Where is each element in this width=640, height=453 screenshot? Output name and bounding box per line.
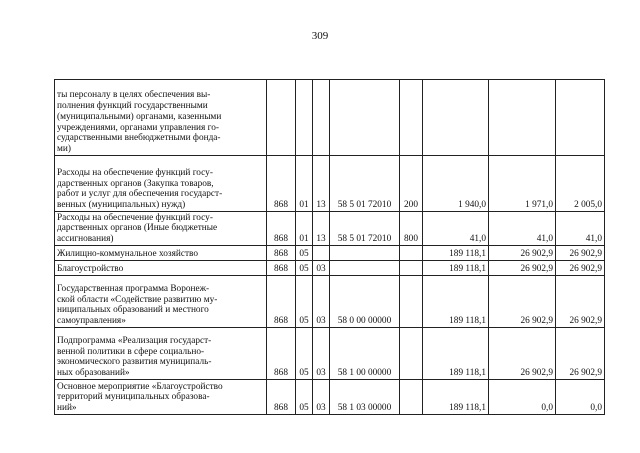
cell-vr <box>400 380 423 415</box>
cell-name: Государственная программа Воронеж- ской области «Содействие развитию му- ниципальных образований и местного самоуправления» <box>55 276 267 328</box>
cell-vr <box>400 80 423 156</box>
cell-rz <box>296 80 313 156</box>
cell-rz: 01 <box>296 212 313 246</box>
cell-csr: 58 1 03 00000 <box>330 380 400 415</box>
cell-gr: 868 <box>267 156 296 212</box>
cell-year-2: 26 902,9 <box>489 276 556 328</box>
cell-name: Подпрограмма «Реализация государст- венной политики в сфере социально- экономического развития муниципаль- ных образований» <box>55 328 267 380</box>
cell-year-2 <box>489 80 556 156</box>
cell-year-3: 26 902,9 <box>556 276 605 328</box>
cell-year-2: 0,0 <box>489 380 556 415</box>
table-row <box>55 276 605 328</box>
cell-year-1: 189 118,1 <box>423 328 489 380</box>
cell-csr: 58 0 00 00000 <box>330 276 400 328</box>
cell-gr: 868 <box>267 261 296 276</box>
cell-name: Расходы на обеспечение функций госу- дарственных органов (Иные бюджетные ассигнования) <box>55 212 267 246</box>
table-body <box>55 80 605 415</box>
cell-pr <box>313 246 330 261</box>
cell-vr <box>400 261 423 276</box>
table-row <box>55 380 605 415</box>
cell-vr <box>400 246 423 261</box>
cell-gr: 868 <box>267 212 296 246</box>
cell-year-3: 26 902,9 <box>556 328 605 380</box>
table-row <box>55 156 605 212</box>
cell-year-2: 26 902,9 <box>489 246 556 261</box>
cell-pr: 03 <box>313 276 330 328</box>
budget-table <box>54 79 605 415</box>
cell-year-1: 1 940,0 <box>423 156 489 212</box>
cell-pr: 03 <box>313 380 330 415</box>
cell-pr: 13 <box>313 156 330 212</box>
cell-vr: 800 <box>400 212 423 246</box>
cell-pr: 13 <box>313 212 330 246</box>
cell-rz: 05 <box>296 276 313 328</box>
cell-year-2: 41,0 <box>489 212 556 246</box>
cell-name: Жилищно-коммунальное хозяйство <box>55 246 267 261</box>
cell-vr: 200 <box>400 156 423 212</box>
cell-gr: 868 <box>267 328 296 380</box>
cell-year-2: 1 971,0 <box>489 156 556 212</box>
table-row <box>55 328 605 380</box>
cell-year-1: 189 118,1 <box>423 380 489 415</box>
cell-year-3: 26 902,9 <box>556 261 605 276</box>
cell-pr: 03 <box>313 328 330 380</box>
cell-pr <box>313 80 330 156</box>
cell-gr: 868 <box>267 276 296 328</box>
cell-rz: 05 <box>296 261 313 276</box>
cell-year-1: 189 118,1 <box>423 261 489 276</box>
cell-name: Благоустройство <box>55 261 267 276</box>
cell-year-1: 189 118,1 <box>423 246 489 261</box>
cell-vr <box>400 276 423 328</box>
cell-year-3 <box>556 80 605 156</box>
cell-year-3: 41,0 <box>556 212 605 246</box>
cell-gr: 868 <box>267 380 296 415</box>
cell-year-2: 26 902,9 <box>489 261 556 276</box>
page-number: 309 <box>311 30 329 42</box>
cell-year-1: 41,0 <box>423 212 489 246</box>
cell-rz: 05 <box>296 328 313 380</box>
cell-pr: 03 <box>313 261 330 276</box>
cell-name: Основное мероприятие «Благоустройство территорий муниципальных образова- ний» <box>55 380 267 415</box>
table-row <box>55 212 605 246</box>
table-row <box>55 261 605 276</box>
table-row <box>55 246 605 261</box>
cell-vr <box>400 328 423 380</box>
cell-csr: 58 5 01 72010 <box>330 156 400 212</box>
cell-csr: 58 1 00 00000 <box>330 328 400 380</box>
cell-gr: 868 <box>267 246 296 261</box>
table-row <box>55 80 605 156</box>
cell-csr <box>330 80 400 156</box>
cell-name: ты персоналу в целях обеспечения вы- полнения функций государственными (муниципальными) органами, казенными учреждениями, органами управления го- сударственными внебюджетными фонда- ми) <box>55 80 267 156</box>
cell-year-1 <box>423 80 489 156</box>
cell-year-3: 0,0 <box>556 380 605 415</box>
cell-rz: 05 <box>296 246 313 261</box>
cell-csr <box>330 261 400 276</box>
cell-csr <box>330 246 400 261</box>
cell-gr <box>267 80 296 156</box>
cell-rz: 01 <box>296 156 313 212</box>
cell-year-3: 2 005,0 <box>556 156 605 212</box>
cell-csr: 58 5 01 72010 <box>330 212 400 246</box>
cell-year-1: 189 118,1 <box>423 276 489 328</box>
cell-year-2: 26 902,9 <box>489 328 556 380</box>
cell-year-3: 26 902,9 <box>556 246 605 261</box>
cell-name: Расходы на обеспечение функций госу- дарственных органов (Закупка товаров, работ и услуг для обеспечения государст- венных (муниципальных) нужд) <box>55 156 267 212</box>
cell-rz: 05 <box>296 380 313 415</box>
